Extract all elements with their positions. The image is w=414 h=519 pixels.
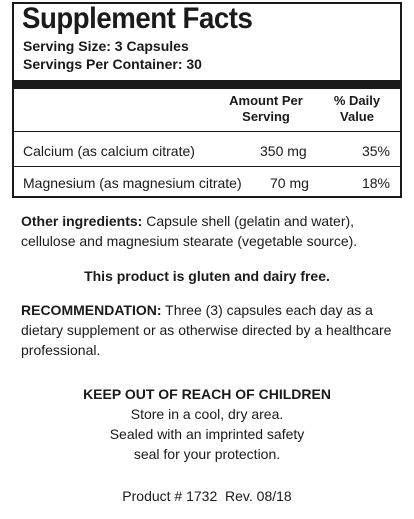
column-header-amount-line2: Serving: [242, 109, 290, 124]
servings-per-container: Servings Per Container: 30: [23, 56, 202, 72]
column-header-daily-value: [312, 93, 402, 125]
row-divider: [14, 166, 400, 167]
recommendation-text: Three (3) capsules each day as a dietary supplement or as otherwise directed by a healthcare professional.: [21, 302, 392, 358]
warning-heading: KEEP OUT OF REACH OF CHILDREN: [83, 386, 331, 402]
facts-title: Supplement Facts: [22, 2, 253, 35]
gluten-free-note: This product is gluten and dairy free.: [84, 268, 330, 284]
storage-line-1: Store in a cool, dry area.: [130, 406, 284, 422]
row-divider: [14, 131, 400, 132]
other-ingredients-label: Other ingredients:: [21, 213, 143, 229]
nutrient-amount: 350 mg: [260, 143, 307, 159]
recommendation: [21, 300, 393, 360]
nutrient-daily-value: 35%: [361, 143, 390, 159]
serving-size: Serving Size: 3 Capsules: [23, 38, 189, 54]
nutrient-name: Magnesium (as magnesium citrate): [23, 175, 242, 191]
recommendation-label: RECOMMENDATION:: [21, 302, 162, 318]
storage-line-2: Sealed with an imprinted safety: [109, 426, 305, 442]
storage-line-3: seal for your protection.: [133, 446, 281, 462]
supplement-facts-panel: [12, 2, 402, 198]
nutrient-name: Calcium (as calcium citrate): [23, 143, 195, 159]
other-ingredients-text: Capsule shell (gelatin and water), cellulose and magnesium stearate (vegetable source).: [21, 213, 358, 249]
column-header-amount: [206, 93, 326, 125]
product-number: Product # 1732 Rev. 08/18: [122, 488, 292, 504]
nutrient-daily-value: 18%: [361, 175, 390, 191]
column-header-amount-line1: Amount Per: [229, 93, 303, 108]
column-header-dv-line2: Value: [340, 109, 374, 124]
thick-divider: [14, 80, 400, 89]
column-header-dv-line1: % Daily: [333, 93, 381, 108]
nutrient-amount: 70 mg: [270, 175, 309, 191]
other-ingredients: [21, 211, 393, 251]
